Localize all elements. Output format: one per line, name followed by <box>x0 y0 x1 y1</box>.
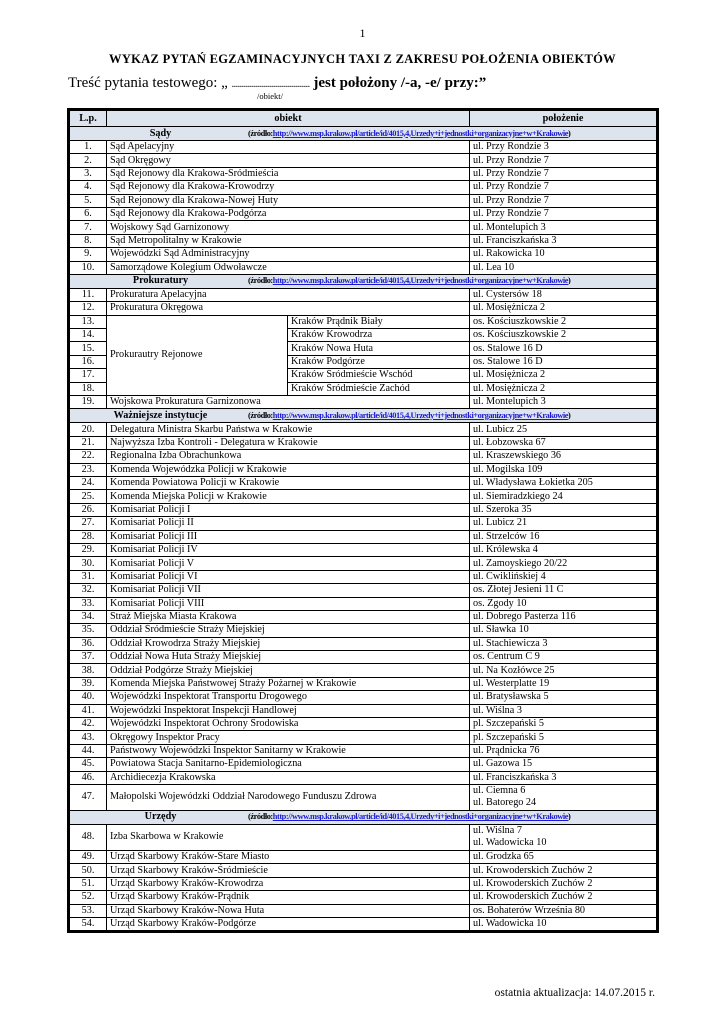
table-row <box>70 891 657 904</box>
lp-cell: 17. <box>70 369 107 382</box>
polozenie-cell: os. Centrum C 9 <box>470 651 657 664</box>
polozenie-cell <box>470 824 657 850</box>
source-close: ) <box>568 276 571 286</box>
polozenie-cell: ul. Zamoyskiego 20/22 <box>470 557 657 570</box>
table-row <box>70 664 657 677</box>
lp-cell: 50. <box>70 864 107 877</box>
obiekt-cell: Sąd Rejonowy dla Krakowa-Krowodrzy <box>107 181 470 194</box>
polozenie-cell: ul. Dobrego Pasterza 116 <box>470 610 657 623</box>
table-row <box>70 315 657 328</box>
obiekt-cell: Sąd Rejonowy dla Krakowa-Podgórza <box>107 207 470 220</box>
polozenie-cell: ul. Grodzka 65 <box>470 850 657 863</box>
page-number: 1 <box>359 26 366 40</box>
polozenie-cell: os. Kościuszkowskie 2 <box>470 329 657 342</box>
source-link[interactable]: http://www.msp.krakow.pl/article/id/4015,4,Urzedy+i+jednostki+organizacyjne+w+Krakowie <box>272 410 569 420</box>
source-close: ) <box>568 410 571 420</box>
obiekt-cell: Małopolski Wojewódzki Oddział Narodowego Funduszu Zdrowa <box>107 784 470 810</box>
obiekt-cell: Państwowy Wojewódzki Inspektor Sanitarny w Krakowie <box>107 744 470 757</box>
polozenie-cell: ul. Łobzowska 67 <box>470 436 657 449</box>
lp-cell: 34. <box>70 610 107 623</box>
obiekt-cell: Okręgowy Inspektor Pracy <box>107 731 470 744</box>
table-row <box>70 744 657 757</box>
lp-cell: 33. <box>70 597 107 610</box>
table-row <box>70 584 657 597</box>
lp-cell: 28. <box>70 530 107 543</box>
table-row <box>70 167 657 180</box>
table-row <box>70 396 657 409</box>
table-row <box>70 450 657 463</box>
polozenie-cell: ul. Krowoderskich Zuchów 2 <box>470 891 657 904</box>
polozenie-cell: os. Zgody 10 <box>470 597 657 610</box>
section-name: Sądy <box>149 127 172 139</box>
lp-cell: 5. <box>70 194 107 207</box>
section-row <box>70 127 657 141</box>
polozenie-cell: ul. Krowoderskich Zuchów 2 <box>470 877 657 890</box>
obiekt-cell: Sąd Apelacyjny <box>107 141 470 154</box>
obiekt-cell: Kraków Prądnik Biały <box>288 315 470 328</box>
polozenie-cell: ul. Ćwiklińskiej 4 <box>470 570 657 583</box>
lp-cell: 35. <box>70 624 107 637</box>
table-row <box>70 850 657 863</box>
polozenie-cell: ul. Rakowicka 10 <box>470 248 657 261</box>
polozenie-cell: ul. Strzelców 16 <box>470 530 657 543</box>
lp-cell: 24. <box>70 476 107 489</box>
section-source <box>248 812 570 821</box>
table-row <box>70 423 657 436</box>
section-source <box>248 411 570 420</box>
source-link[interactable]: http://www.msp.krakow.pl/article/id/4015,4,Urzedy+i+jednostki+organizacyjne+w+Krakowie <box>272 276 569 286</box>
obiekt-cell: Samorządowe Kolegium Odwoławcze <box>107 261 470 274</box>
section-source <box>248 129 570 138</box>
obiekt-cell: Regionalna Izba Obrachunkowa <box>107 450 470 463</box>
source-close: ) <box>568 128 571 138</box>
table-row <box>70 302 657 315</box>
table-body <box>70 127 657 931</box>
polozenie-cell: ul. Wadowicka 10 <box>470 917 657 930</box>
polozenie-cell: ul. Przy Rondzie 7 <box>470 194 657 207</box>
obiekt-cell: Archidiecezja Krakowska <box>107 771 470 784</box>
source-label: (źródło: <box>248 410 273 420</box>
table-row <box>70 194 657 207</box>
section-cell <box>70 409 657 423</box>
table-row <box>70 637 657 650</box>
objects-table <box>69 110 657 931</box>
table-row <box>70 154 657 167</box>
lp-cell: 18. <box>70 382 107 395</box>
table-row <box>70 877 657 890</box>
polozenie-cell: ul. Przy Rondzie 7 <box>470 167 657 180</box>
obiekt-cell: Komisariat Policji V <box>107 557 470 570</box>
table-row <box>70 261 657 274</box>
lp-cell: 29. <box>70 543 107 556</box>
obiekt-cell: Kraków Śródmieście Zachód <box>288 382 470 395</box>
lp-cell: 10. <box>70 261 107 274</box>
lp-cell: 26. <box>70 503 107 516</box>
polozenie-cell: ul. Prądnicka 76 <box>470 744 657 757</box>
source-label: (źródło: <box>248 812 273 822</box>
polozenie-cell: pl. Szczepański 5 <box>470 731 657 744</box>
source-close: ) <box>568 812 571 822</box>
lp-cell: 4. <box>70 181 107 194</box>
obiekt-cell: Wojewódzki Inspektorat Transportu Drogowego <box>107 691 470 704</box>
question-prefix: Treść pytania testowego: „ <box>68 75 228 91</box>
polozenie-cell: ul. Mosiężnicza 2 <box>470 302 657 315</box>
polozenie-cell: ul. Przy Rondzie 3 <box>470 141 657 154</box>
lp-cell: 19. <box>70 396 107 409</box>
polozenie-cell: os. Kościuszkowskie 2 <box>470 315 657 328</box>
obiekt-cell: Wojewódzki Sąd Administracyjny <box>107 248 470 261</box>
lp-cell: 1. <box>70 141 107 154</box>
polozenie-cell: ul. Na Kozłówce 25 <box>470 664 657 677</box>
polozenie-cell: ul. Władysława Łokietka 205 <box>470 476 657 489</box>
obiekt-cell: Komisariat Policji I <box>107 503 470 516</box>
obiekt-cell: Komisariat Policji III <box>107 530 470 543</box>
obiekt-cell: Komisariat Policji IV <box>107 543 470 556</box>
table-row <box>70 436 657 449</box>
lp-cell: 52. <box>70 891 107 904</box>
table-row <box>70 557 657 570</box>
obiekt-cell: Wojskowa Prokuratura Garnizonowa <box>107 396 470 409</box>
polozenie-cell: ul. Mosiężnicza 2 <box>470 369 657 382</box>
lp-cell: 46. <box>70 771 107 784</box>
polozenie-cell: ul. Gazowa 15 <box>470 758 657 771</box>
lp-cell: 11. <box>70 288 107 301</box>
lp-cell: 13. <box>70 315 107 328</box>
obiekt-cell: Sąd Okręgowy <box>107 154 470 167</box>
polozenie-cell: ul. Lea 10 <box>470 261 657 274</box>
table-row <box>70 517 657 530</box>
obiekt-cell: Izba Skarbowa w Krakowie <box>107 824 470 850</box>
obiekt-cell: Wojewódzki Inspektorat Inspekcji Handlowej <box>107 704 470 717</box>
obiekt-cell: Komenda Miejska Policji w Krakowie <box>107 490 470 503</box>
table-row <box>70 234 657 247</box>
table-row <box>70 490 657 503</box>
table-row <box>70 691 657 704</box>
section-name: Ważniejsze instytucje <box>113 409 208 421</box>
lp-cell: 38. <box>70 664 107 677</box>
obiekt-cell: Oddział Nowa Huta Straży Miejskiej <box>107 651 470 664</box>
obiekt-cell: Komisariat Policji VIII <box>107 597 470 610</box>
lp-cell: 39. <box>70 677 107 690</box>
polozenie-cell: os. Stalowe 16 D <box>470 355 657 368</box>
lp-cell: 32. <box>70 584 107 597</box>
section-row <box>70 409 657 423</box>
obiekt-cell: Kraków Śródmieście Wschód <box>288 369 470 382</box>
section-cell <box>70 274 657 288</box>
lp-cell: 25. <box>70 490 107 503</box>
table-row <box>70 677 657 690</box>
lp-cell: 23. <box>70 463 107 476</box>
table-row <box>70 248 657 261</box>
polozenie-cell: ul. Mogilska 109 <box>470 463 657 476</box>
question-dots: ....................................... <box>231 79 310 90</box>
polozenie-cell: ul. Bratysławska 5 <box>470 691 657 704</box>
lp-cell: 43. <box>70 731 107 744</box>
table-row <box>70 771 657 784</box>
polozenie-cell: ul. Westerplatte 19 <box>470 677 657 690</box>
section-name: Urzędy <box>144 811 177 823</box>
section-name: Prokuratury <box>132 275 189 287</box>
group-label-cell: Prokurautry Rejonowe <box>107 315 288 395</box>
obiekt-cell: Sąd Metropolitalny w Krakowie <box>107 234 470 247</box>
lp-cell: 21. <box>70 436 107 449</box>
table-row <box>70 463 657 476</box>
source-label: (źródło: <box>248 128 273 138</box>
polozenie-cell: ul. Królewska 4 <box>470 543 657 556</box>
polozenie-cell: ul. Szeroka 35 <box>470 503 657 516</box>
table-row <box>70 704 657 717</box>
table-header-row <box>70 111 657 127</box>
lp-cell: 31. <box>70 570 107 583</box>
lp-cell: 36. <box>70 637 107 650</box>
lp-cell: 16. <box>70 355 107 368</box>
polozenie-cell: ul. Lubicz 21 <box>470 517 657 530</box>
table-row <box>70 476 657 489</box>
lp-cell: 30. <box>70 557 107 570</box>
section-cell <box>70 810 657 824</box>
obiekt-cell: Kraków Krowodrza <box>288 329 470 342</box>
table-row <box>70 624 657 637</box>
table-row <box>70 530 657 543</box>
polozenie-cell: ul. Mosiężnicza 2 <box>470 382 657 395</box>
obiekt-cell: Komisariat Policji VII <box>107 584 470 597</box>
polozenie-cell: os. Bohaterów Września 80 <box>470 904 657 917</box>
lp-cell: 15. <box>70 342 107 355</box>
lp-cell: 54. <box>70 917 107 930</box>
obiekt-cell: Komenda Wojewódzka Policji w Krakowie <box>107 463 470 476</box>
polozenie-cell: ul. Przy Rondzie 7 <box>470 207 657 220</box>
polozenie-cell: ul. Montelupich 3 <box>470 221 657 234</box>
obiekt-cell: Najwyższa Izba Kontroli - Delegatura w Krakowie <box>107 436 470 449</box>
table-row <box>70 181 657 194</box>
polozenie-cell: ul. Wiślna 3 <box>470 704 657 717</box>
table-row <box>70 917 657 930</box>
lp-cell: 45. <box>70 758 107 771</box>
lp-cell: 51. <box>70 877 107 890</box>
polozenie-line: ul. Wiślna 7 <box>473 825 522 837</box>
obiekt-cell: Urząd Skarbowy Kraków-Prądnik <box>107 891 470 904</box>
obiekt-cell: Wojskowy Sąd Garnizonowy <box>107 221 470 234</box>
table-row <box>70 221 657 234</box>
table-row <box>70 784 657 810</box>
lp-cell: 48. <box>70 824 107 850</box>
table-row <box>70 718 657 731</box>
lp-cell: 8. <box>70 234 107 247</box>
table-row <box>70 288 657 301</box>
polozenie-cell: ul. Sławka 10 <box>470 624 657 637</box>
table-row <box>70 758 657 771</box>
obiekt-cell: Kraków Nowa Huta <box>288 342 470 355</box>
lp-cell: 9. <box>70 248 107 261</box>
question-template <box>68 75 486 92</box>
lp-cell: 49. <box>70 850 107 863</box>
obiekt-cell: Urząd Skarbowy Kraków-Podgórze <box>107 917 470 930</box>
polozenie-cell: ul. Siemiradzkiego 24 <box>470 490 657 503</box>
objects-table-wrapper <box>69 110 656 931</box>
obiekt-cell: Wojewódzki Inspektorat Ochrony Środowiska <box>107 718 470 731</box>
lp-cell: 37. <box>70 651 107 664</box>
lp-cell: 47. <box>70 784 107 810</box>
lp-cell: 7. <box>70 221 107 234</box>
lp-cell: 41. <box>70 704 107 717</box>
polozenie-cell: ul. Lubicz 25 <box>470 423 657 436</box>
table-row <box>70 731 657 744</box>
obiekt-cell: Komisariat Policji VI <box>107 570 470 583</box>
table-row <box>70 503 657 516</box>
polozenie-cell: pl. Szczepański 5 <box>470 718 657 731</box>
lp-cell: 44. <box>70 744 107 757</box>
obiekt-cell: Komenda Powiatowa Policji w Krakowie <box>107 476 470 489</box>
lp-cell: 27. <box>70 517 107 530</box>
polozenie-cell: ul. Montelupich 3 <box>470 396 657 409</box>
lp-cell: 2. <box>70 154 107 167</box>
polozenie-line: ul. Wadowicka 10 <box>473 837 547 849</box>
question-hint: /obiekt/ <box>257 91 283 101</box>
section-source <box>248 276 570 285</box>
polozenie-cell: os. Stalowe 16 D <box>470 342 657 355</box>
header-lp: L.p. <box>70 111 107 127</box>
polozenie-cell: ul. Przy Rondzie 7 <box>470 154 657 167</box>
polozenie-cell: ul. Franciszkańska 3 <box>470 771 657 784</box>
section-row <box>70 810 657 824</box>
polozenie-cell: ul. Przy Rondzie 7 <box>470 181 657 194</box>
lp-cell: 3. <box>70 167 107 180</box>
lp-cell: 40. <box>70 691 107 704</box>
table-row <box>70 570 657 583</box>
polozenie-cell <box>470 784 657 810</box>
table-row <box>70 141 657 154</box>
obiekt-cell: Prokuratura Apelacyjna <box>107 288 470 301</box>
obiekt-cell: Oddział Krowodrza Straży Miejskiej <box>107 637 470 650</box>
polozenie-cell: ul. Franciszkańska 3 <box>470 234 657 247</box>
polozenie-line: ul. Batorego 24 <box>473 797 537 809</box>
polozenie-cell: ul. Kraszewskiego 36 <box>470 450 657 463</box>
lp-cell: 53. <box>70 904 107 917</box>
table-row <box>70 207 657 220</box>
obiekt-cell: Urząd Skarbowy Kraków-Krowodrza <box>107 877 470 890</box>
lp-cell: 12. <box>70 302 107 315</box>
table-row <box>70 543 657 556</box>
polozenie-cell: os. Złotej Jesieni 11 C <box>470 584 657 597</box>
header-polozenie: położenie <box>470 111 657 127</box>
table-row <box>70 610 657 623</box>
obiekt-cell: Komisariat Policji II <box>107 517 470 530</box>
obiekt-cell: Straż Miejska Miasta Krakowa <box>107 610 470 623</box>
obiekt-cell: Oddział Śródmieście Straży Miejskiej <box>107 624 470 637</box>
obiekt-cell: Urząd Skarbowy Kraków-Śródmieście <box>107 864 470 877</box>
source-link[interactable]: http://www.msp.krakow.pl/article/id/4015,4,Urzedy+i+jednostki+organizacyjne+w+Krakowie <box>272 128 569 138</box>
obiekt-cell: Sąd Rejonowy dla Krakowa-Nowej Huty <box>107 194 470 207</box>
obiekt-cell: Sąd Rejonowy dla Krakowa-Śródmieścia <box>107 167 470 180</box>
table-row <box>70 904 657 917</box>
polozenie-cell: ul. Cystersów 18 <box>470 288 657 301</box>
section-row <box>70 274 657 288</box>
polozenie-cell: ul. Stachiewicza 3 <box>470 637 657 650</box>
polozenie-cell: ul. Krowoderskich Zuchów 2 <box>470 864 657 877</box>
obiekt-cell: Delegatura Ministra Skarbu Państwa w Krakowie <box>107 423 470 436</box>
source-label: (źródło: <box>248 276 273 286</box>
obiekt-cell: Urząd Skarbowy Kraków-Nowa Huta <box>107 904 470 917</box>
table-row <box>70 597 657 610</box>
obiekt-cell: Kraków Podgórze <box>288 355 470 368</box>
obiekt-cell: Oddział Podgórze Straży Miejskiej <box>107 664 470 677</box>
obiekt-cell: Komenda Miejska Państwowej Straży Pożarnej w Krakowie <box>107 677 470 690</box>
polozenie-line: ul. Ciemna 6 <box>473 785 526 797</box>
table-row <box>70 824 657 850</box>
lp-cell: 22. <box>70 450 107 463</box>
obiekt-cell: Prokuratura Okręgowa <box>107 302 470 315</box>
document-title: WYKAZ PYTAŃ EGZAMINACYJNYCH TAXI Z ZAKRESU POŁOŻENIA OBIEKTÓW <box>109 52 616 66</box>
lp-cell: 42. <box>70 718 107 731</box>
table-row <box>70 864 657 877</box>
lp-cell: 14. <box>70 329 107 342</box>
obiekt-cell: Powiatowa Stacja Sanitarno-Epidemiologiczna <box>107 758 470 771</box>
lp-cell: 6. <box>70 207 107 220</box>
source-link[interactable]: http://www.msp.krakow.pl/article/id/4015,4,Urzedy+i+jednostki+organizacyjne+w+Krakowie <box>272 812 569 822</box>
last-update: ostatnia aktualizacja: 14.07.2015 r. <box>494 987 655 999</box>
header-obiekt: obiekt <box>107 111 470 127</box>
obiekt-cell: Urząd Skarbowy Kraków-Stare Miasto <box>107 850 470 863</box>
section-cell <box>70 127 657 141</box>
table-row <box>70 651 657 664</box>
lp-cell: 20. <box>70 423 107 436</box>
question-suffix: jest położony /-a, -e/ przy:” <box>313 75 487 91</box>
